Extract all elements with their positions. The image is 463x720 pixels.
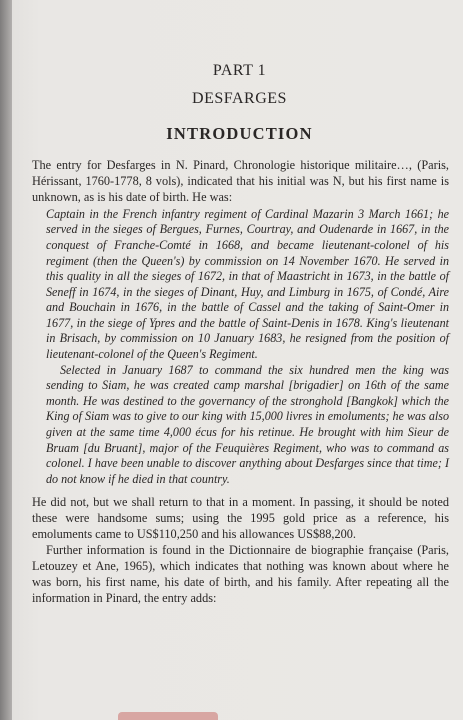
paragraph-intro: The entry for Desfarges in N. Pinard, Chronologie historique militaire…, (Paris, Hérissant, 1760-1778, 8 vols), indicated that his initial was N, but his first name is unknown, as is his date of birth. He was:	[32, 158, 449, 204]
page-binding-shadow	[0, 0, 12, 720]
paragraph-dictionnaire: Further information is found in the Dictionnaire de biographie française (Paris, Letouzey et Ane, 1965), which indicates that nothing was known about where he was born, his first name, his date of birth, and his family. After repeating all the information in Pinard, the entry adds:	[32, 543, 449, 605]
block-quote	[46, 207, 449, 488]
part-heading: PART 1	[212, 62, 267, 79]
part-title: DESFARGES	[192, 90, 287, 107]
book-page	[24, 0, 455, 720]
section-heading: INTRODUCTION	[166, 124, 313, 143]
quote-paragraph-2: Selected in January 1687 to command the six hundred men the king was sending to Siam, he was created camp marshal [brigadier] on 16th of the same month. He was destined to the governancy of the stronghold [Bangkok] which the King of Siam was to give to our king with 15,000 livres in emoluments; he was also given at the same time 4,000 écus for his retinue. He brought with him Sieur de Bruam [du Bruant], major of the Feuquières Regiment, who was to command as colonel. I have been unable to discover anything about Desfarges since that time; I do not know if he died in that country.	[46, 362, 449, 486]
quote-paragraph-1: Captain in the French infantry regiment of Cardinal Mazarin 3 March 1661; he served in the sieges of Bergues, Furnes, Courtray, and Oudenarde in 1667, in the conquest of Franche-Comté in 1668, and became lieutenant-colonel of his regiment (then the Queen's) by commission on 14 November 1670. He served in this quality in all the sieges of 1672, in that of Maastricht in 1673, in the battle of Seneff in 1674, in the sieges of Dinant, Huy, and Limburg in 1675, of Condé, Aire and Bouchain in 1676, in the battle of Cassel and the taking of Saint-Omer in 1677, in the siege of Ypres and the battle of Saint-Denis in 1678. King's lieutenant in Brisach, by commission on 10 January 1683, he resigned from the position of lieutenant-colonel of the Queen's Regiment.	[46, 206, 449, 362]
bookmark-tab	[118, 712, 218, 720]
paragraph-emoluments: He did not, but we shall return to that in a moment. In passing, it should be noted these were handsome sums; using the 1995 gold price as a reference, his emoluments came to US$110,250 and his allowances US$88,200.	[32, 495, 449, 542]
body-text	[32, 158, 449, 607]
